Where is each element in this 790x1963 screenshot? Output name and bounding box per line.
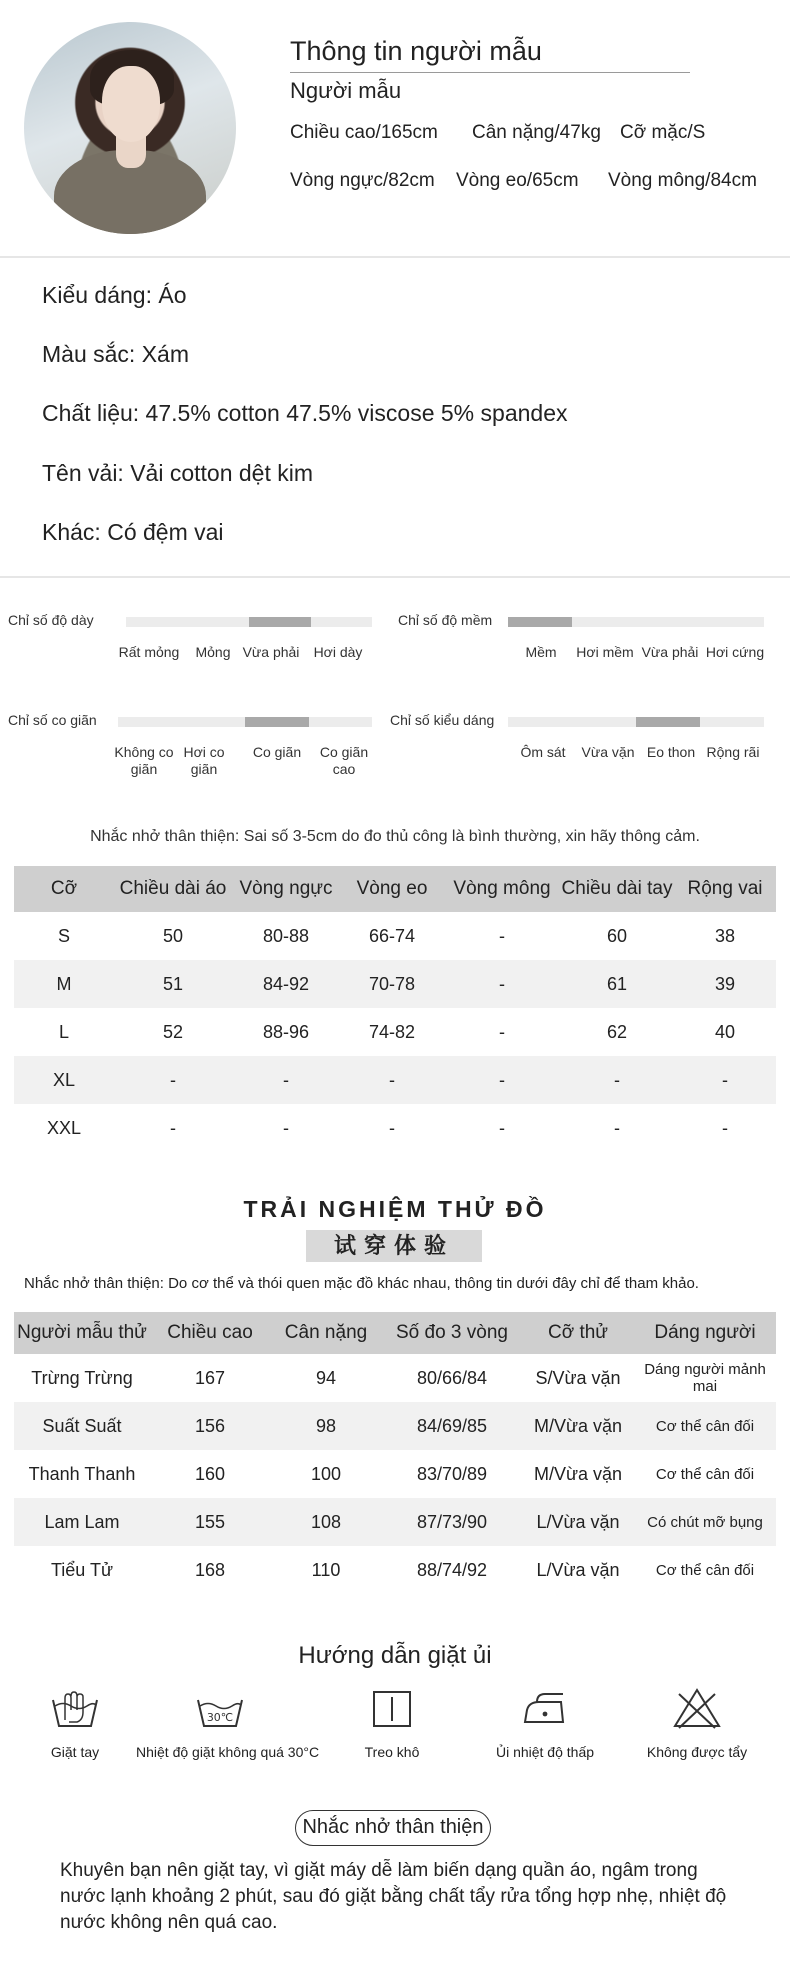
model-size: Cỡ mặc/S <box>620 122 706 143</box>
table-cell: 108 <box>270 1498 382 1546</box>
size-table-header-cell: Vòng mông <box>444 866 560 912</box>
table-cell: - <box>340 1104 444 1152</box>
table-cell: 50 <box>114 912 232 960</box>
size-table-header-cell: Chiều dài áo <box>114 866 232 912</box>
table-cell: XL <box>14 1056 114 1104</box>
softness-index-label: Chỉ số độ mềm <box>398 612 493 628</box>
hang-dry-icon <box>366 1686 418 1730</box>
table-cell: XXL <box>14 1104 114 1152</box>
model-waist: Vòng eo/65cm <box>456 170 579 191</box>
attr-other: Khác: Có đệm vai <box>42 519 224 545</box>
try-on-header-cell: Chiều cao <box>150 1312 270 1354</box>
try-on-title-zh: 试穿体验 <box>306 1230 482 1262</box>
table-cell: S/Vừa vặn <box>522 1354 634 1402</box>
table-cell: - <box>114 1104 232 1152</box>
table-cell: 167 <box>150 1354 270 1402</box>
size-table-header-cell: Rộng vai <box>674 866 776 912</box>
table-cell: Thanh Thanh <box>14 1450 150 1498</box>
wash-guide-title: Hướng dẫn giặt ủi <box>298 1642 492 1669</box>
table-cell: 87/73/90 <box>382 1498 522 1546</box>
table-cell: 160 <box>150 1450 270 1498</box>
table-row <box>14 1104 776 1152</box>
table-cell: M/Vừa vặn <box>522 1402 634 1450</box>
softness-option: Vừa phải <box>641 644 699 660</box>
table-cell: - <box>444 912 560 960</box>
table-cell: 40 <box>674 1008 776 1056</box>
table-cell: 83/70/89 <box>382 1450 522 1498</box>
table-cell: - <box>674 1104 776 1152</box>
table-row <box>14 1402 776 1450</box>
table-cell: Cơ thể cân đối <box>634 1450 776 1498</box>
elasticity-option: Không co giãn <box>114 744 174 777</box>
table-cell: 66-74 <box>340 912 444 960</box>
elasticity-bar <box>118 717 372 727</box>
divider <box>0 256 790 258</box>
model-info-section <box>0 0 790 258</box>
wash-item-no-bleach <box>622 1686 772 1760</box>
table-cell: 61 <box>560 960 674 1008</box>
table-cell: - <box>444 1008 560 1056</box>
fit-option: Rộng rãi <box>706 744 760 760</box>
hand-wash-icon <box>49 1686 101 1730</box>
fit-option: Ôm sát <box>520 744 566 760</box>
table-cell: M/Vừa vặn <box>522 1450 634 1498</box>
thickness-option: Mỏng <box>195 644 231 660</box>
softness-bar <box>508 617 764 627</box>
wash-item-hang-dry <box>332 1686 452 1760</box>
table-cell: 39 <box>674 960 776 1008</box>
try-on-header-cell: Người mẫu thử <box>14 1312 150 1354</box>
table-cell: 80-88 <box>232 912 340 960</box>
table-cell: Cơ thể cân đối <box>634 1402 776 1450</box>
try-on-header-cell: Cỡ thử <box>522 1312 634 1354</box>
table-cell: 60 <box>560 912 674 960</box>
size-table-header-cell: Vòng ngực <box>232 866 340 912</box>
try-on-table-header <box>14 1312 776 1354</box>
thickness-option: Rất mỏng <box>118 644 180 660</box>
table-cell: 84/69/85 <box>382 1402 522 1450</box>
size-table-header-cell: Vòng eo <box>340 866 444 912</box>
table-row <box>14 1546 776 1594</box>
elasticity-option: Co giãn cao <box>319 744 369 777</box>
attr-material: Chất liệu: 47.5% cotton 47.5% viscose 5% spandex <box>42 400 568 426</box>
table-row <box>14 960 776 1008</box>
elasticity-selected-segment <box>245 717 309 727</box>
try-on-header-cell: Cân nặng <box>270 1312 382 1354</box>
table-cell: 51 <box>114 960 232 1008</box>
low-iron-icon <box>519 1686 571 1730</box>
elasticity-index-label: Chỉ số co giãn <box>8 712 97 728</box>
table-cell: Cơ thể cân đối <box>634 1546 776 1594</box>
thickness-bar <box>126 617 372 627</box>
size-table-header-cell: Chiều dài tay <box>560 866 674 912</box>
table-cell: - <box>674 1056 776 1104</box>
softness-selected-segment <box>508 617 572 627</box>
model-avatar <box>24 22 236 234</box>
thickness-option: Hơi dày <box>313 644 363 660</box>
no-bleach-icon <box>671 1686 723 1730</box>
table-cell: L/Vừa vặn <box>522 1498 634 1546</box>
attr-style: Kiểu dáng: Áo <box>42 282 187 308</box>
table-cell: 74-82 <box>340 1008 444 1056</box>
table-cell: Lam Lam <box>14 1498 150 1546</box>
wash-item-label: Ủi nhiệt độ thấp <box>495 1744 595 1760</box>
model-hip: Vòng mông/84cm <box>608 170 757 191</box>
table-cell: - <box>340 1056 444 1104</box>
fit-option: Eo thon <box>646 744 696 760</box>
table-cell: Trừng Trừng <box>14 1354 150 1402</box>
size-table-header-cell: Cỡ <box>14 866 114 912</box>
softness-option: Hơi mềm <box>576 644 634 660</box>
try-on-title: TRẢI NGHIỆM THỬ ĐỒ <box>243 1196 547 1222</box>
fit-option: Vừa vặn <box>581 744 635 760</box>
table-cell: L <box>14 1008 114 1056</box>
table-cell: - <box>444 1056 560 1104</box>
fit-bar <box>508 717 764 727</box>
wash-advice-text: Khuyên bạn nên giặt tay, vì giặt máy dễ làm biến dạng quần áo, ngâm trong nước lạnh khoảng 2 phút, sau đó giặt bằng chất tẩy rửa tổng hợp nhẹ, nhiệt độ nước không nên quá cao. <box>60 1860 727 1933</box>
wash-item-30c <box>136 1686 320 1760</box>
wash-item-label: Treo khô <box>364 1744 420 1760</box>
model-subtitle: Người mẫu <box>290 78 402 103</box>
table-cell: 88/74/92 <box>382 1546 522 1594</box>
wash-item-low-iron <box>470 1686 620 1760</box>
softness-option: Hơi cứng <box>705 644 765 660</box>
table-cell: Dáng người mảnh mai <box>634 1354 776 1402</box>
thickness-selected-segment <box>249 617 311 627</box>
table-cell: 38 <box>674 912 776 960</box>
table-cell: M <box>14 960 114 1008</box>
table-cell: L/Vừa vặn <box>522 1546 634 1594</box>
table-cell: S <box>14 912 114 960</box>
table-cell: 84-92 <box>232 960 340 1008</box>
wash-30-icon-text: 30℃ <box>206 1711 234 1724</box>
try-on-table <box>14 1312 776 1594</box>
model-height: Chiều cao/165cm <box>290 122 438 143</box>
table-cell: Có chút mỡ bụng <box>634 1498 776 1546</box>
table-cell: - <box>114 1056 232 1104</box>
table-cell: 94 <box>270 1354 382 1402</box>
table-row <box>14 1354 776 1402</box>
table-row <box>14 1450 776 1498</box>
size-table <box>14 866 776 1152</box>
reminder-badge: Nhắc nhở thân thiện <box>295 1810 491 1846</box>
divider <box>0 576 790 578</box>
try-on-header-cell: Dáng người <box>634 1312 776 1354</box>
attr-fabric: Tên vải: Vải cotton dệt kim <box>42 460 314 486</box>
size-measurement-note: Nhắc nhở thân thiện: Sai số 3-5cm do đo thủ công là bình thường, xin hãy thông cảm. <box>90 828 700 845</box>
table-cell: - <box>560 1104 674 1152</box>
wash-30-icon <box>194 1686 246 1730</box>
table-cell: 155 <box>150 1498 270 1546</box>
table-cell: 52 <box>114 1008 232 1056</box>
model-info-title: Thông tin người mẫu <box>290 36 542 66</box>
softness-option: Mềm <box>525 644 557 660</box>
model-weight: Cân nặng/47kg <box>472 122 601 143</box>
try-on-header-cell: Số đo 3 vòng <box>382 1312 522 1354</box>
table-cell: 62 <box>560 1008 674 1056</box>
table-row <box>14 1056 776 1104</box>
wash-item-label: Nhiệt độ giặt không quá 30°C <box>136 1744 320 1760</box>
title-underline <box>290 72 690 73</box>
table-cell: - <box>560 1056 674 1104</box>
table-cell: - <box>232 1104 340 1152</box>
attr-color: Màu sắc: Xám <box>42 341 189 367</box>
table-cell: 88-96 <box>232 1008 340 1056</box>
table-cell: 80/66/84 <box>382 1354 522 1402</box>
size-table-header <box>14 866 776 912</box>
fit-index-label: Chỉ số kiểu dáng <box>390 712 495 728</box>
table-cell: 110 <box>270 1546 382 1594</box>
table-cell: Tiểu Tử <box>14 1546 150 1594</box>
table-row <box>14 912 776 960</box>
wash-item-hand-wash <box>0 1686 150 1760</box>
thickness-index-label: Chỉ số độ dày <box>8 612 94 628</box>
table-cell: 100 <box>270 1450 382 1498</box>
model-bust: Vòng ngực/82cm <box>290 170 435 191</box>
table-cell: Suất Suất <box>14 1402 150 1450</box>
table-cell: 70-78 <box>340 960 444 1008</box>
table-cell: 98 <box>270 1402 382 1450</box>
table-row <box>14 1498 776 1546</box>
try-on-note: Nhắc nhở thân thiện: Do cơ thể và thói quen mặc đồ khác nhau, thông tin dưới đây chỉ để tham khảo. <box>24 1275 699 1292</box>
wash-item-label: Giặt tay <box>50 1744 100 1760</box>
table-cell: - <box>232 1056 340 1104</box>
table-cell: - <box>444 1104 560 1152</box>
thickness-option: Vừa phải <box>242 644 300 660</box>
wash-item-label: Không được tẩy <box>646 1744 748 1760</box>
elasticity-option: Co giãn <box>252 744 302 760</box>
table-cell: 156 <box>150 1402 270 1450</box>
table-cell: - <box>444 960 560 1008</box>
elasticity-option: Hơi co giãn <box>183 744 225 777</box>
table-row <box>14 1008 776 1056</box>
fit-selected-segment <box>636 717 700 727</box>
table-cell: 168 <box>150 1546 270 1594</box>
